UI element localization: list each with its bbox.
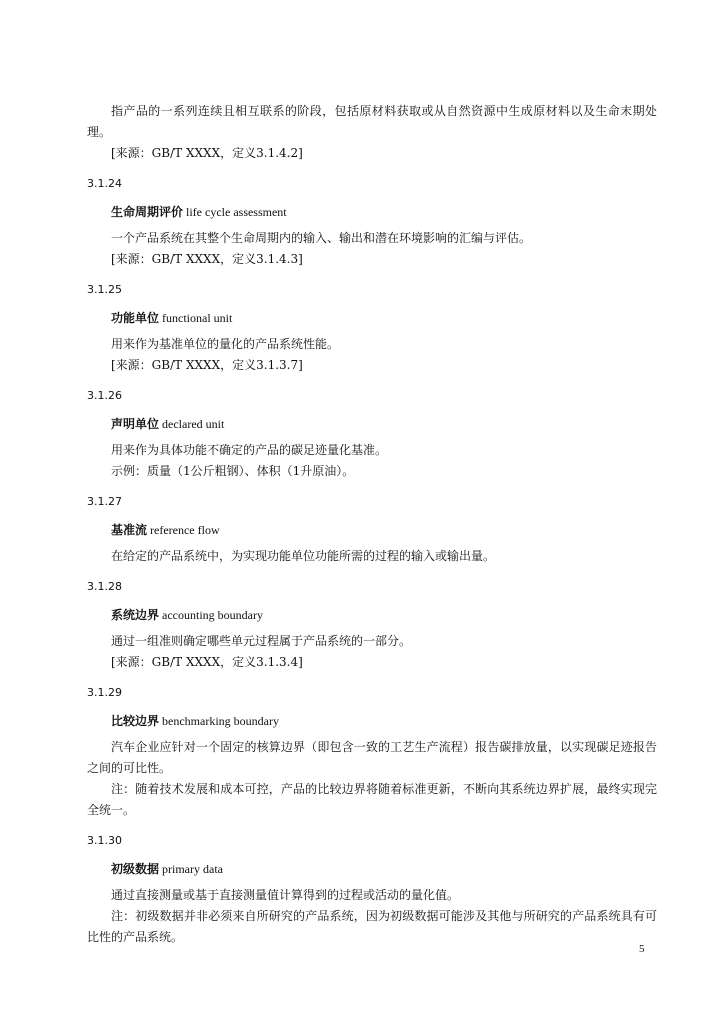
- term-title-en: functional unit: [162, 311, 233, 325]
- term-title-zh: 系统边界: [111, 608, 160, 622]
- term-title: [87, 607, 657, 623]
- term-definition: 通过直接测量或基于直接测量值计算得到的过程或活动的量化值。: [111, 888, 460, 902]
- term-title-zh: 基准流: [111, 523, 148, 537]
- term-definition: 用来作为基准单位的量化的产品系统性能。: [111, 337, 340, 351]
- term-example: 示例：质量（1公斤粗钢）、体积（1升原油）。: [111, 464, 355, 478]
- term-number: 3.1.28: [87, 580, 122, 593]
- term-body: [87, 440, 657, 482]
- intro-source: [来源：GB/T XXXX，定义3.1.4.2]: [111, 146, 303, 160]
- term-title: [87, 861, 657, 877]
- term-body: [87, 631, 657, 673]
- term-source: [来源：GB/T XXXX，定义3.1.3.4]: [111, 655, 303, 669]
- term-number: 3.1.29: [87, 686, 122, 699]
- term-definition: 汽车企业应针对一个固定的核算边界（即包含一致的工艺生产流程）报告碳排放量，以实现碳足迹报告之间的可比性。: [87, 740, 657, 775]
- term-title-en: reference flow: [150, 523, 220, 537]
- term-number: 3.1.25: [87, 283, 122, 296]
- term-definition: 用来作为具体功能不确定的产品的碳足迹量化基准。: [111, 443, 388, 457]
- term-body: [87, 737, 657, 821]
- term-number: 3.1.30: [87, 834, 122, 847]
- term-title-zh: 初级数据: [111, 862, 160, 876]
- term-definition: 一个产品系统在其整个生命周期内的输入、输出和潜在环境影响的汇编与评估。: [111, 231, 532, 245]
- term-title-en: life cycle assessment: [186, 205, 287, 219]
- term-title-en: primary data: [162, 862, 223, 876]
- page-number: 5: [639, 943, 645, 955]
- term-title-zh: 比较边界: [111, 714, 160, 728]
- term-source: [来源：GB/T XXXX，定义3.1.4.3]: [111, 252, 303, 266]
- term-definition: 在给定的产品系统中，为实现功能单位功能所需的过程的输入或输出量。: [111, 549, 496, 563]
- term-source: [来源：GB/T XXXX，定义3.1.3.7]: [111, 358, 303, 372]
- term-title: [87, 713, 657, 729]
- term-body: [87, 228, 657, 270]
- term-title: [87, 204, 657, 220]
- term-note: 注：初级数据并非必须来自所研究的产品系统，因为初级数据可能涉及其他与所研究的产品系统具有可比性的产品系统。: [87, 909, 657, 944]
- term-title: [87, 416, 657, 432]
- term-note: 注：随着技术发展和成本可控，产品的比较边界将随着标准更新，不断向其系统边界扩展，最终实现完全统一。: [87, 782, 657, 817]
- term-title: [87, 310, 657, 326]
- intro-definition: 指产品的一系列连续且相互联系的阶段，包括原材料获取或从自然资源中生成原材料以及生命末期处理。: [87, 104, 657, 139]
- term-title-zh: 功能单位: [111, 311, 160, 325]
- term-definition: 通过一组准则确定哪些单元过程属于产品系统的一部分。: [111, 634, 412, 648]
- term-title-en: benchmarking boundary: [162, 714, 279, 728]
- term-body: [87, 334, 657, 376]
- page-content: [87, 101, 657, 948]
- term-title-zh: 声明单位: [111, 417, 160, 431]
- term-body: [87, 885, 657, 948]
- term-number: 3.1.24: [87, 177, 122, 190]
- term-number: 3.1.27: [87, 495, 122, 508]
- term-title-en: accounting boundary: [162, 608, 263, 622]
- term-title-en: declared unit: [162, 417, 225, 431]
- term-number: 3.1.26: [87, 389, 122, 402]
- term-title-zh: 生命周期评价: [111, 205, 184, 219]
- term-body: [87, 546, 657, 567]
- term-title: [87, 522, 657, 538]
